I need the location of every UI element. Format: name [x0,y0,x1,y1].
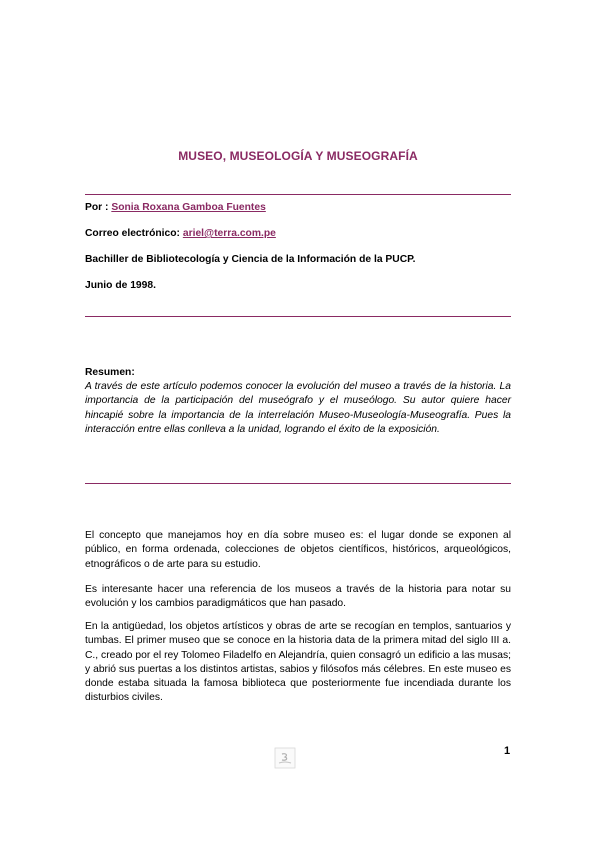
meta-divider [85,316,511,317]
email-label: Correo electrónico: [85,228,183,239]
degree-line: Bachiller de Bibliotecología y Ciencia de la Información de la PUCP. [85,254,416,265]
email-link[interactable]: ariel@terra.com.pe [182,228,276,239]
document-logo-icon [274,747,296,769]
date-line: Junio de 1998. [85,280,156,291]
paragraph-1: El concepto que manejamos hoy en día sobre museo es: el lugar donde se exponen al público, en forma ordenada, colecciones de objetos científicos, históricos, arqueológicos, etnográficos o de arte para su estudio. [85,530,511,570]
top-divider [85,194,511,195]
abstract-text: A través de este artículo podemos conocer la evolución del museo a través de la historia. La importancia de la participación del museógrafo y el museólogo. Su autor quiere hacer hincapié sobre la importancia de la interrelación Museo-Museología-Museografía. Pues la interacción entre ellas conlleva a la unidad, logrando el éxito de la exposición. [85,381,511,435]
author-line [85,202,266,213]
page-number: 1 [504,745,511,757]
paragraph-3: En la antigüedad, los objetos artísticos y obras de arte se recogían en templos, santuarios y tumbas. El primer museo que se conoce en la historia data de la primera mitad del siglo III a. C., creado por el rey Tolomeo Filadelfo en Alejandría, quien consagró un edificio a las musas; y abrió sus puertas a los distintos artistas, sabios y filósofos más célebres. En este museo es donde estaba situada la famosa biblioteca que posteriormente fue incendiada durante los disturbios civiles. [85,621,511,704]
abstract-heading: Resumen: [85,367,135,378]
email-line [85,228,276,239]
paragraph-2: Es interesante hacer una referencia de los museos a través de la historia para notar su evolución y los cambios paradigmáticos que han pasado. [85,584,511,610]
author-label: Por : [85,202,112,213]
abstract-divider [85,483,511,484]
author-link[interactable]: Sonia Roxana Gamboa Fuentes [111,202,266,213]
document-title: MUSEO, MUSEOLOGÍA Y MUSEOGRAFÍA [178,149,418,163]
